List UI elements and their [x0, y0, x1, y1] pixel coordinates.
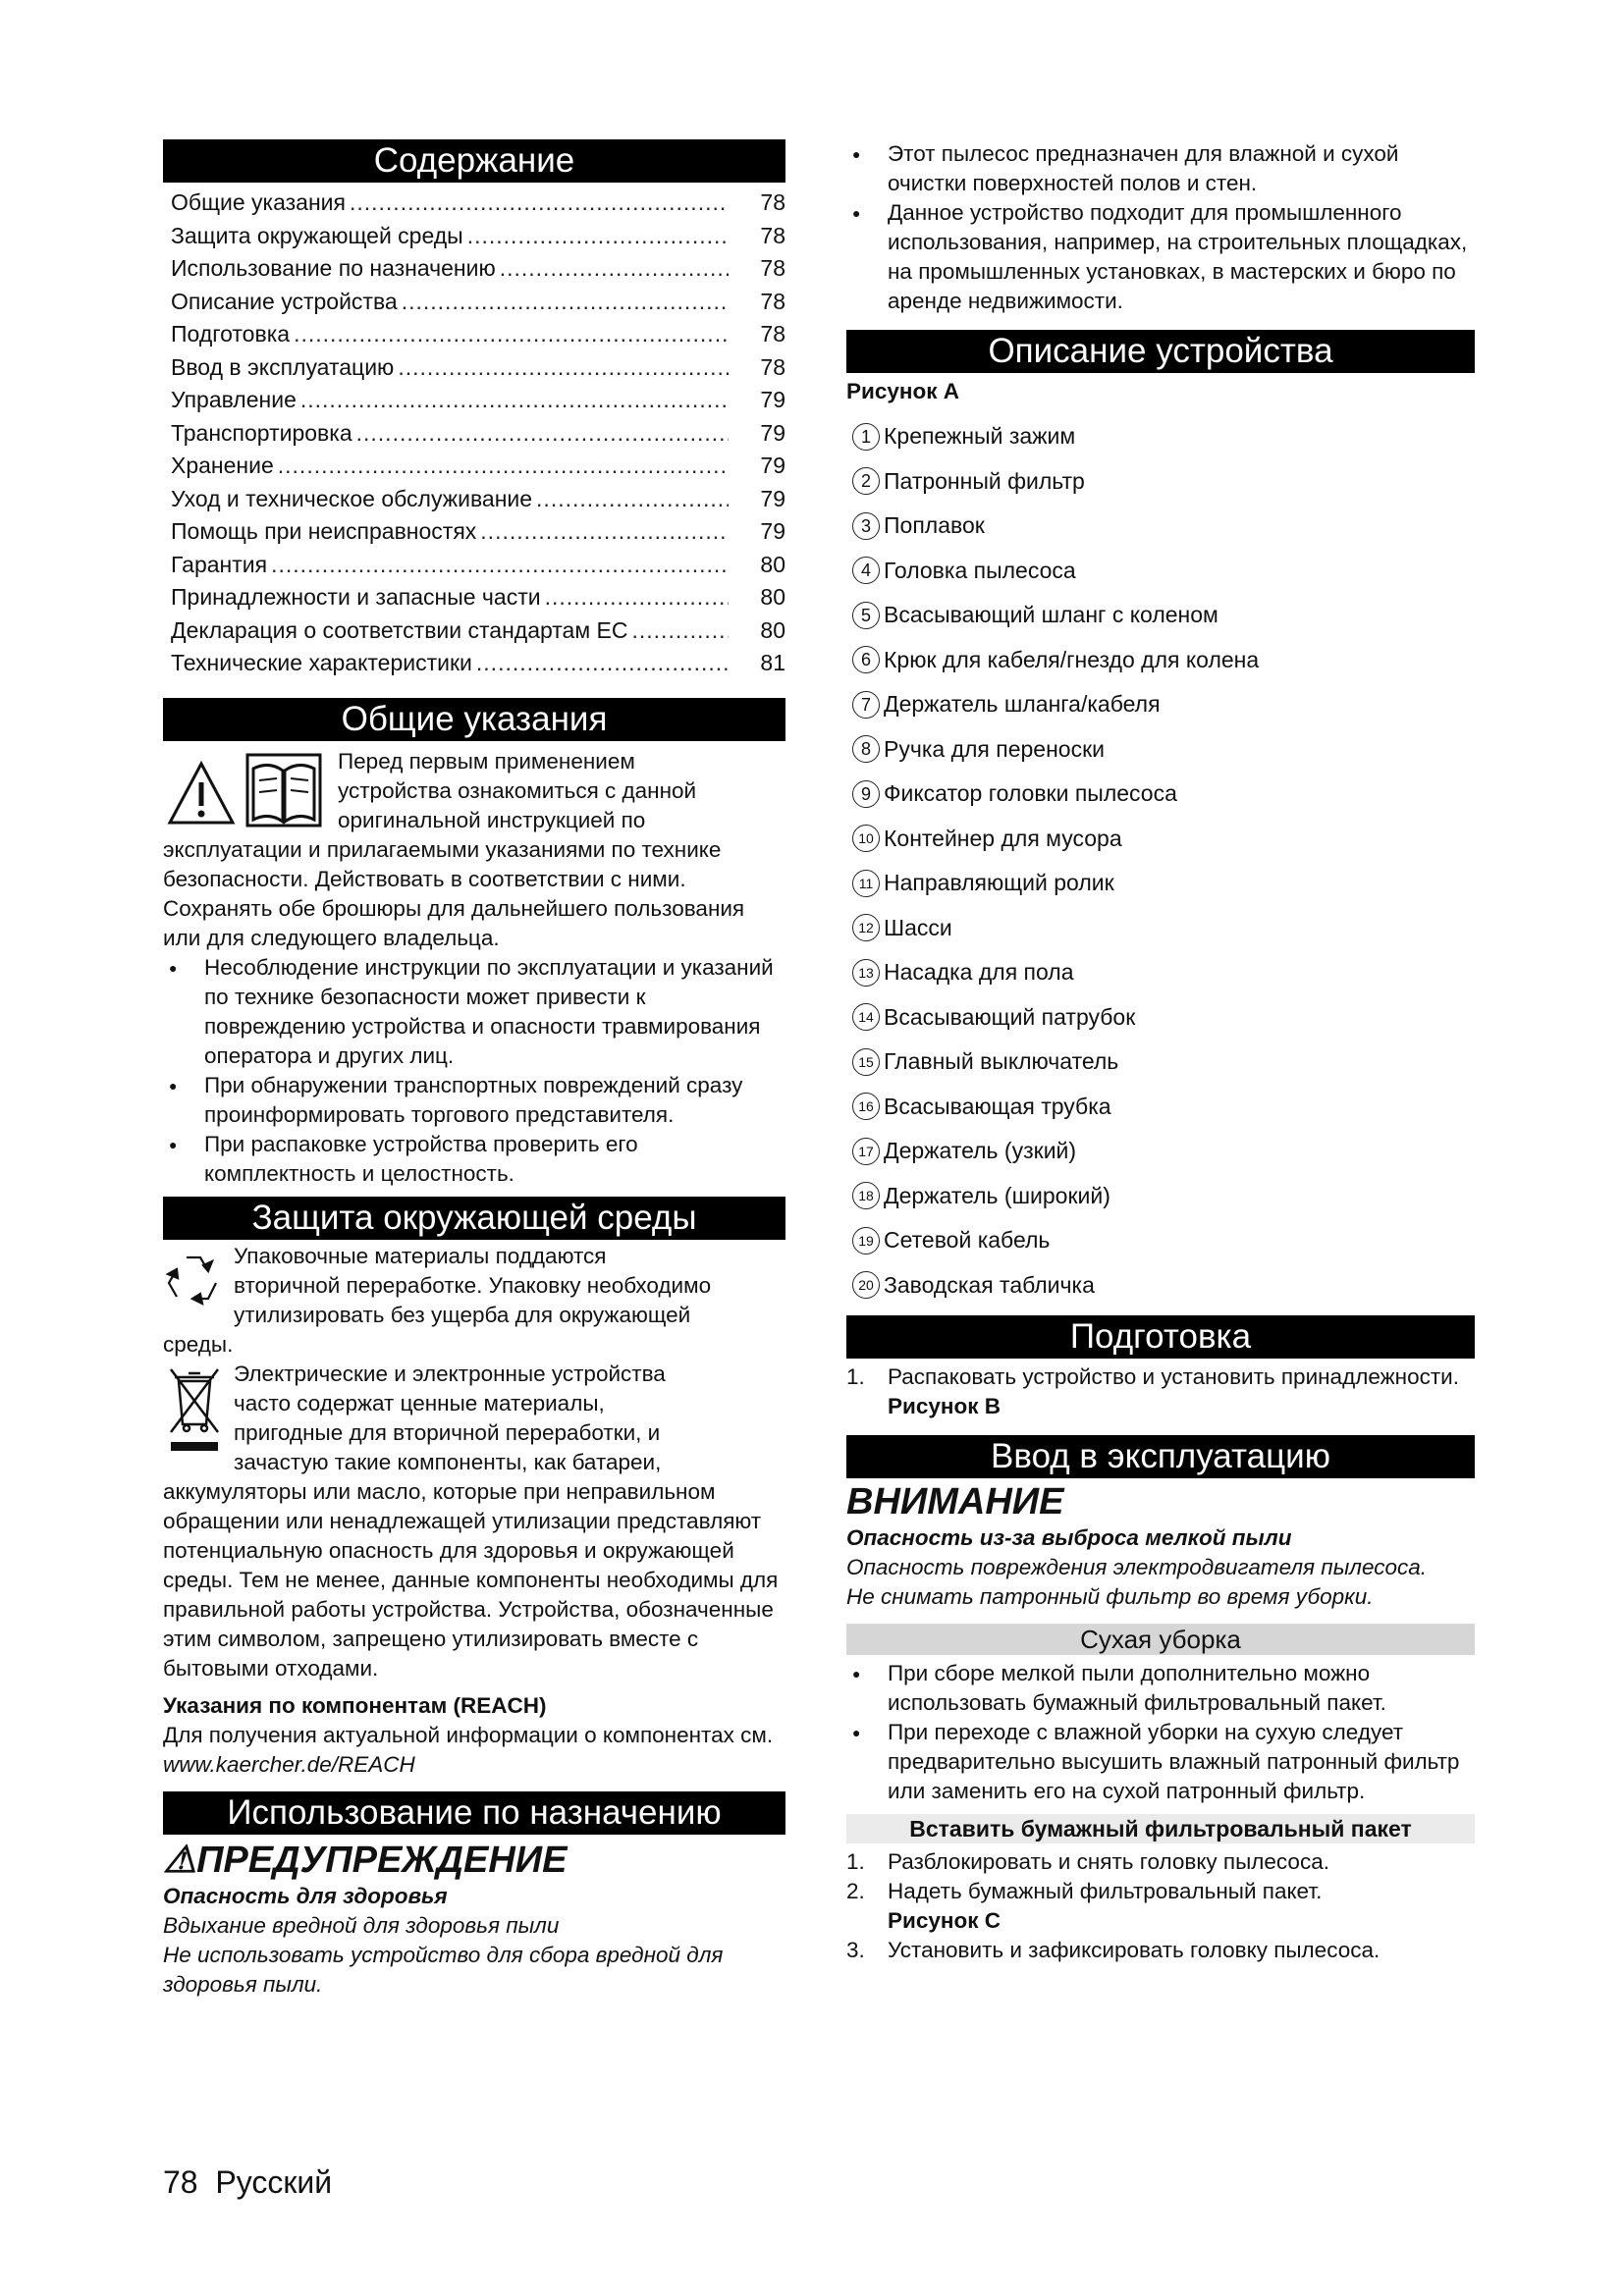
- intro-rest: эксплуатации и прилагаемыми указаниями по технике безопасности. Действовать в соответствии с ними.: [163, 836, 722, 891]
- toc-item[interactable]: Ввод в эксплуатацию ..... 78: [163, 351, 785, 385]
- electric-line: часто содержат ценные материалы,: [234, 1390, 605, 1415]
- part-item: 17 Держатель (узкий): [846, 1129, 1475, 1174]
- part-item: 7 Держатель шланга/кабеля: [846, 682, 1475, 727]
- toc-item[interactable]: Общие указания ..... 78: [163, 187, 785, 220]
- figure-c-label: Рисунок C: [888, 1908, 1001, 1933]
- intro-line: оригинальной инструкцией по: [338, 807, 646, 832]
- preparation-step: 1. Распаковать устройство и установить принадлежности.: [846, 1364, 1459, 1389]
- right-column: [846, 139, 1475, 1965]
- crossed-bin-icon: [165, 1363, 224, 1462]
- part-number: 20: [852, 1271, 880, 1299]
- use-bullet: ● Этот пылесос предназначен для влажной и сухой очистки поверхностей полов и стен.: [846, 139, 1475, 198]
- intro-line: устройства ознакомиться с данной: [338, 777, 697, 803]
- safety-icons: [163, 747, 338, 835]
- warning-triangle-icon: [167, 761, 236, 826]
- electric-line: зачастую такие компоненты, как батареи,: [234, 1449, 662, 1474]
- part-item: 3 Поплавок: [846, 504, 1475, 549]
- part-item: 18 Держатель (широкий): [846, 1174, 1475, 1219]
- parts-list: [846, 414, 1475, 1308]
- use-bullet: ● Данное устройство подходит для промышленного использования, например, на строительных площадках, на промышленных установках, в мастерских и бюро по аренде недвижимости.: [846, 198, 1475, 316]
- danger-title: Опасность для здоровья: [163, 1883, 448, 1908]
- toc-item[interactable]: Технические характеристики ..... 81: [163, 647, 785, 680]
- part-item: 6 Крюк для кабеля/гнездо для колена: [846, 638, 1475, 683]
- caution-line: Опасность повреждения электродвигателя пылесоса.: [846, 1555, 1427, 1579]
- packaging-line: Упаковочные материалы поддаются: [234, 1243, 607, 1268]
- reach-link[interactable]: www.kaercher.de/REACH: [163, 1751, 415, 1777]
- part-number: 5: [852, 602, 880, 629]
- reach-text: Для получения актуальной информации о компонентах см. www.kaercher.de/REACH: [163, 1722, 774, 1777]
- caution-line: Не снимать патронный фильтр во время уборки.: [846, 1584, 1374, 1609]
- part-item: 4 Головка пылесоса: [846, 549, 1475, 594]
- toc-item[interactable]: Гарантия ..... 80: [163, 549, 785, 582]
- danger-line: Вдыхание вредной для здоровья пыли: [163, 1912, 560, 1938]
- part-number: 9: [852, 780, 880, 808]
- part-number: 6: [852, 646, 880, 673]
- packaging-rest: среды.: [163, 1331, 234, 1357]
- bag-step: 3. Установить и зафиксировать головку пылесоса.: [846, 1938, 1380, 1962]
- general-bullet: ● При обнаружении транспортных повреждений сразу проинформировать торгового представителя.: [163, 1071, 785, 1130]
- caution-title: Опасность из-за выброса мелкой пыли: [846, 1525, 1292, 1550]
- part-item: 11 Направляющий ролик: [846, 861, 1475, 906]
- toc-item[interactable]: Подготовка ..... 78: [163, 318, 785, 351]
- warning-heading: ⚠ПРЕДУПРЕЖДЕНИЕ: [163, 1839, 568, 1881]
- electric-rest: аккумуляторы или масло, которые при неправильном обращении или ненадлежащей утилизации представляют потенциальную опасность для здоровья и окружающей среды. Тем не менее, данные компоненты необходимы для правильной работы устройства. Устройства, обозначенные этим символом, запрещено утилизировать вместе с бытовыми отходами.: [163, 1478, 779, 1681]
- toc-item[interactable]: Транспортировка ..... 79: [163, 417, 785, 451]
- warning-symbol-icon: ⚠: [163, 1839, 197, 1881]
- part-item: 5 Всасывающий шланг с коленом: [846, 593, 1475, 638]
- part-number: 7: [852, 691, 880, 719]
- toc-item[interactable]: Использование по назначению ..... 78: [163, 252, 785, 286]
- general-intro: [163, 747, 785, 835]
- part-item: 15 Главный выключатель: [846, 1040, 1475, 1085]
- intended-use-heading: Использование по назначению: [163, 1791, 785, 1835]
- part-item: 2 Патронный фильтр: [846, 459, 1475, 505]
- part-number: 16: [852, 1093, 880, 1120]
- figure-b-label: Рисунок B: [888, 1394, 1001, 1418]
- page-footer: [163, 2164, 332, 2201]
- toc-list: [163, 187, 785, 680]
- dry-bullet: ● При сборе мелкой пыли дополнительно можно использовать бумажный фильтровальный пакет.: [846, 1659, 1475, 1718]
- part-item: 10 Контейнер для мусора: [846, 817, 1475, 862]
- part-number: 3: [852, 512, 880, 540]
- part-item: 20 Заводская табличка: [846, 1263, 1475, 1308]
- packaging-block: [163, 1242, 785, 1330]
- footer-language: Русский: [215, 2164, 333, 2200]
- part-number: 4: [852, 557, 880, 584]
- part-item: 16 Всасывающая трубка: [846, 1085, 1475, 1130]
- left-column: [163, 139, 785, 2000]
- part-number: 1: [852, 423, 880, 451]
- general-heading: Общие указания: [163, 698, 785, 741]
- general-bullet: ● При распаковке устройства проверить его комплектность и целостность.: [163, 1130, 785, 1189]
- toc-item[interactable]: Декларация о соответствии стандартам ЕС ..... 80: [163, 614, 785, 648]
- description-heading: Описание устройства: [846, 330, 1475, 373]
- toc-item[interactable]: Описание устройства ..... 78: [163, 286, 785, 319]
- part-number: 12: [852, 914, 880, 941]
- figure-a-label: Рисунок A: [846, 379, 959, 403]
- bag-step: 1. Разблокировать и снять головку пылесоса.: [846, 1849, 1329, 1874]
- part-number: 17: [852, 1138, 880, 1165]
- part-number: 14: [852, 1003, 880, 1031]
- toc-item[interactable]: Защита окружающей среды ..... 78: [163, 220, 785, 253]
- part-number: 2: [852, 467, 880, 495]
- part-item: 12 Шасси: [846, 906, 1475, 951]
- page-number: 78: [163, 2164, 198, 2200]
- toc-heading: Содержание: [163, 139, 785, 183]
- danger-line: Не использовать устройство для сбора вредной для здоровья пыли.: [163, 1942, 724, 1997]
- bag-step: 2. Надеть бумажный фильтровальный пакет.: [846, 1879, 1323, 1903]
- toc-item[interactable]: Хранение ..... 79: [163, 450, 785, 483]
- part-item: 19 Сетевой кабель: [846, 1218, 1475, 1263]
- dry-cleaning-heading: Сухая уборка: [846, 1624, 1475, 1655]
- reach-heading: Указания по компонентам (REACH): [163, 1692, 547, 1718]
- part-item: 14 Всасывающий патрубок: [846, 995, 1475, 1041]
- toc-item[interactable]: Управление ..... 79: [163, 384, 785, 417]
- part-number: 18: [852, 1182, 880, 1209]
- part-number: 8: [852, 735, 880, 763]
- part-number: 19: [852, 1227, 880, 1255]
- part-item: 1 Крепежный зажим: [846, 414, 1475, 459]
- intro-line: Перед первым применением: [338, 748, 635, 774]
- recycle-icon: [163, 1250, 224, 1310]
- toc-item[interactable]: Помощь при неисправностях ..... 79: [163, 515, 785, 549]
- packaging-line: утилизировать без ущерба для окружающей: [234, 1302, 691, 1327]
- part-number: 15: [852, 1048, 880, 1076]
- filter-bag-heading: Вставить бумажный фильтровальный пакет: [846, 1814, 1475, 1843]
- part-number: 13: [852, 959, 880, 987]
- part-number: 10: [852, 825, 880, 852]
- electric-line: пригодные для вторичной переработки, и: [234, 1419, 661, 1445]
- keep-text: Сохранять обе брошюры для дальнейшего пользования или для следующего владельца.: [163, 895, 745, 950]
- part-number: 11: [852, 870, 880, 897]
- manual-book-icon: [245, 749, 322, 828]
- toc-item[interactable]: Принадлежности и запасные части ..... 80: [163, 581, 785, 614]
- electric-line: Электрические и электронные устройства: [234, 1361, 666, 1386]
- general-bullet: ● Несоблюдение инструкции по эксплуатации и указаний по технике безопасности может привести к повреждению устройства и опасности травмирования оператора и других лиц.: [163, 953, 785, 1071]
- packaging-line: вторичной переработке. Упаковку необходимо: [234, 1272, 712, 1298]
- preparation-heading: Подготовка: [846, 1315, 1475, 1359]
- environment-heading: Защита окружающей среды: [163, 1197, 785, 1240]
- part-item: 13 Насадка для пола: [846, 950, 1475, 995]
- startup-heading: Ввод в эксплуатацию: [846, 1435, 1475, 1478]
- part-item: 8 Ручка для переноски: [846, 727, 1475, 773]
- caution-heading: ВНИМАНИЕ: [846, 1481, 1064, 1522]
- part-item: 9 Фиксатор головки пылесоса: [846, 772, 1475, 817]
- electric-block: [163, 1360, 785, 1477]
- dry-bullet: ● При переходе с влажной уборки на сухую следует предварительно высушить влажный патронный фильтр или заменить его на сухой патронный фильтр.: [846, 1718, 1475, 1806]
- toc-item[interactable]: Уход и техническое обслуживание ..... 79: [163, 483, 785, 516]
